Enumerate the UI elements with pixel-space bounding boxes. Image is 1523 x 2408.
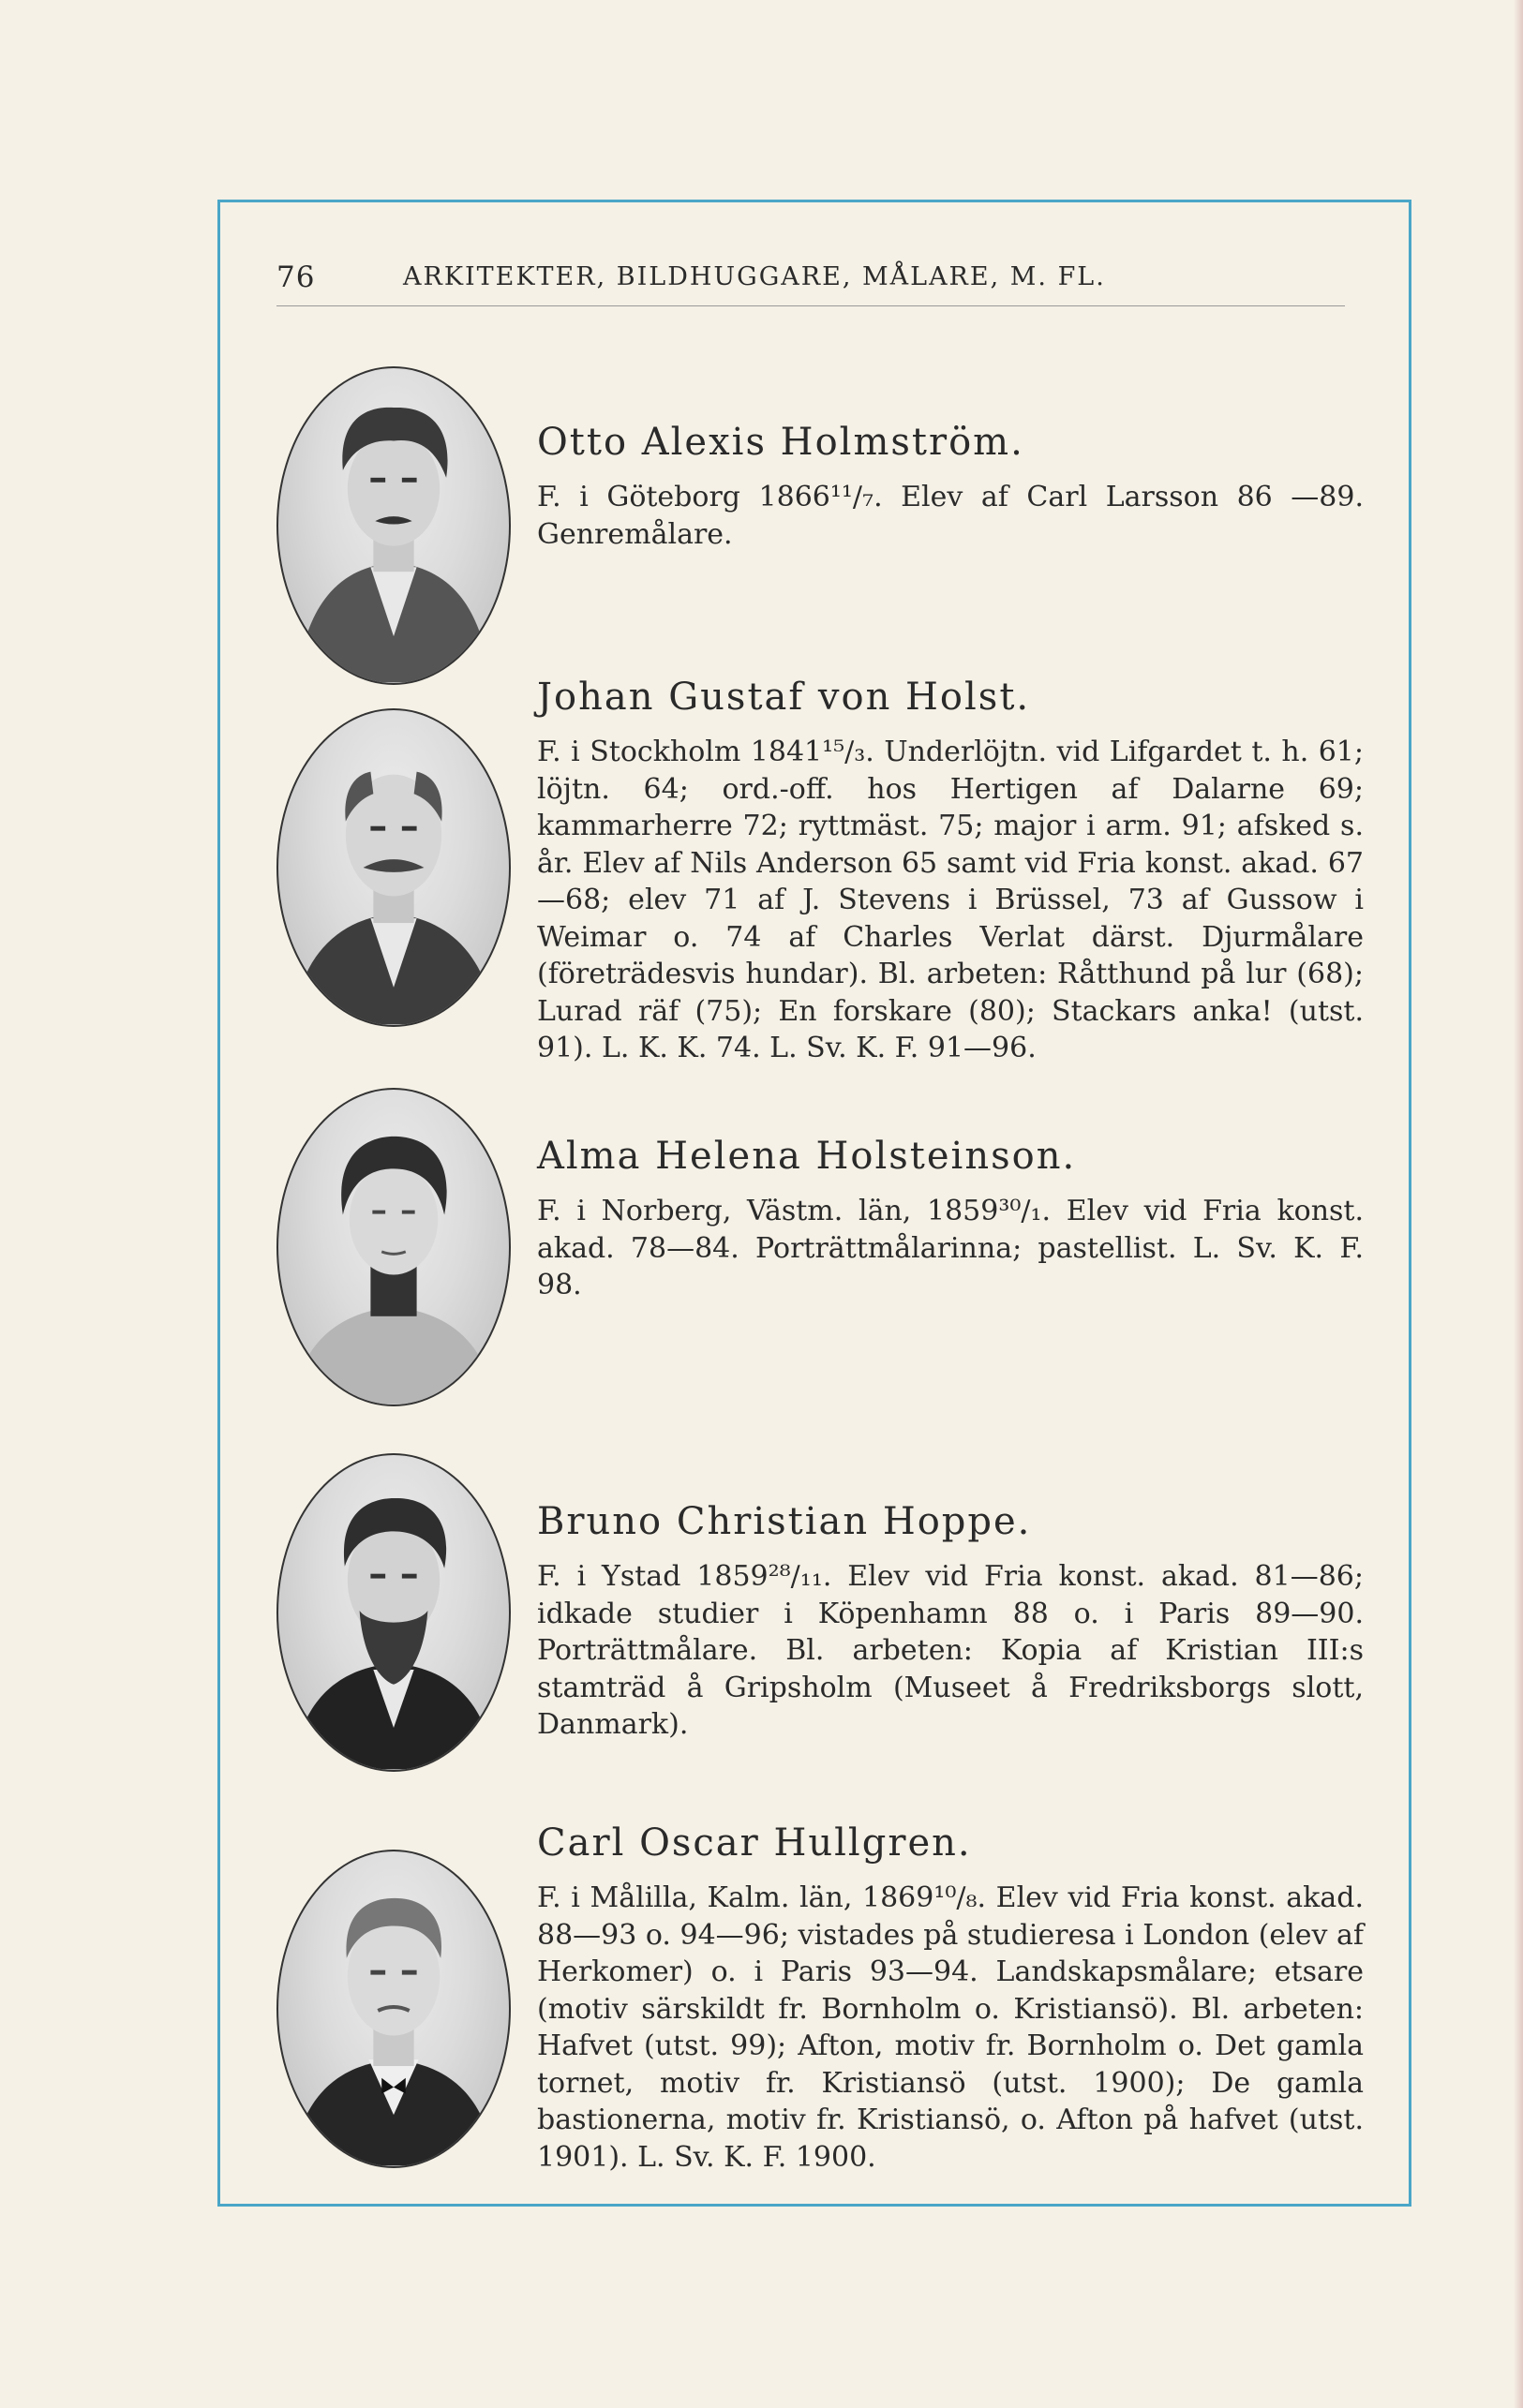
page-number: 76 [276,260,316,294]
person-bio: F. i Stockholm 1841¹⁵/₃. Underlöjtn. vid Lifgardet t. h. 61; löjtn. 64; ord.-off. hos Hertigen af Dalarne 69; kammarherre 72; ryttmäst. 75; major i arm. 91; afsked s. år. Elev af Nils Anderson 65 samt vid Fria konst. akad. 67—68; elev 71 af J. Stevens i Brüssel, 73 af Gussow i Weimar o. 74 af Charles Verlat därst. Djurmålare (företrädesvis hundar). Bl. arbeten: Råtthund på lur (68); Lurad räf (75); En forskare (80); Stackars anka! (utst. 91). L. K. K. 74. L. Sv. K. F. 91—96. [537,736,1364,1064]
portrait-image [278,368,509,683]
portrait-image [278,710,509,1025]
entry-holmstrom [276,366,1364,713]
running-head: ARKITEKTER, BILDHUGGARE, MÅLARE, M. FL. [403,262,1106,291]
portrait-holst [276,708,511,1027]
person-bio: F. i Målilla, Kalm. län, 1869¹⁰/₈. Elev vid Fria konst. akad. 88—93 o. 94—96; vistades på studieresa i London (elev af Herkomer) o. i Paris 93—94. Landskapsmålare; etsare (motiv särskildt fr. Bornholm o. Kristiansö). Bl. arbeten: Hafvet (utst. 99); Afton, motiv fr. Bornholm o. Det gamla tornet, motiv fr. Kristiansö (utst. 1900); De gamla bastionerna, motiv fr. Kristiansö, o. Afton på hafvet (utst. 1901). L. Sv. K. F. 1900. [537,1881,1364,2174]
portrait-image [278,1455,509,1770]
person-name: Johan Gustaf von Holst. [537,676,1031,719]
person-name: Carl Oscar Hullgren. [537,1821,972,1865]
entry-text [537,676,1364,1067]
person-bio: F. i Norberg, Västm. län, 1859³⁰/₁. Elev vid Fria konst. akad. 78—84. Porträttmålarinna; pastellist. L. Sv. K. F. 98. [537,1195,1364,1301]
entry-holst [276,676,1364,1069]
page-header [276,249,1345,306]
page-frame [217,200,1411,2207]
entry-text [537,1135,1364,1304]
portrait-image [278,1851,509,2166]
scan-edge [1514,0,1523,2408]
entry-hullgren [276,1821,1364,2178]
person-bio: F. i Ystad 1859²⁸/₁₁. Elev vid Fria konst. akad. 81—86; idkade studier i Köpenhamn 88 o. i Paris 89—90. Porträttmålare. Bl. arbeten: Kopia af Kristian III:s stamträd å Gripsholm (Museet å Fredriksborgs slott, Danmark). [537,1560,1364,1741]
entry-hoppe [276,1453,1364,1781]
entry-text [537,1500,1364,1744]
person-name: Alma Helena Holsteinson. [537,1135,1077,1178]
portrait-hullgren [276,1850,511,2168]
portrait-hoppe [276,1453,511,1772]
entry-text [537,421,1364,553]
entry-text [537,1821,1364,2176]
person-name: Otto Alexis Holmström. [537,421,1024,464]
person-name: Bruno Christian Hoppe. [537,1500,1032,1543]
entry-holsteinson [276,1088,1364,1416]
portrait-image [278,1090,509,1405]
portrait-holmstrom [276,366,511,685]
portrait-holsteinson [276,1088,511,1406]
person-bio: F. i Göteborg 1866¹¹/₇. Elev af Carl Larsson 86 —89. Genremålare. [537,481,1364,551]
